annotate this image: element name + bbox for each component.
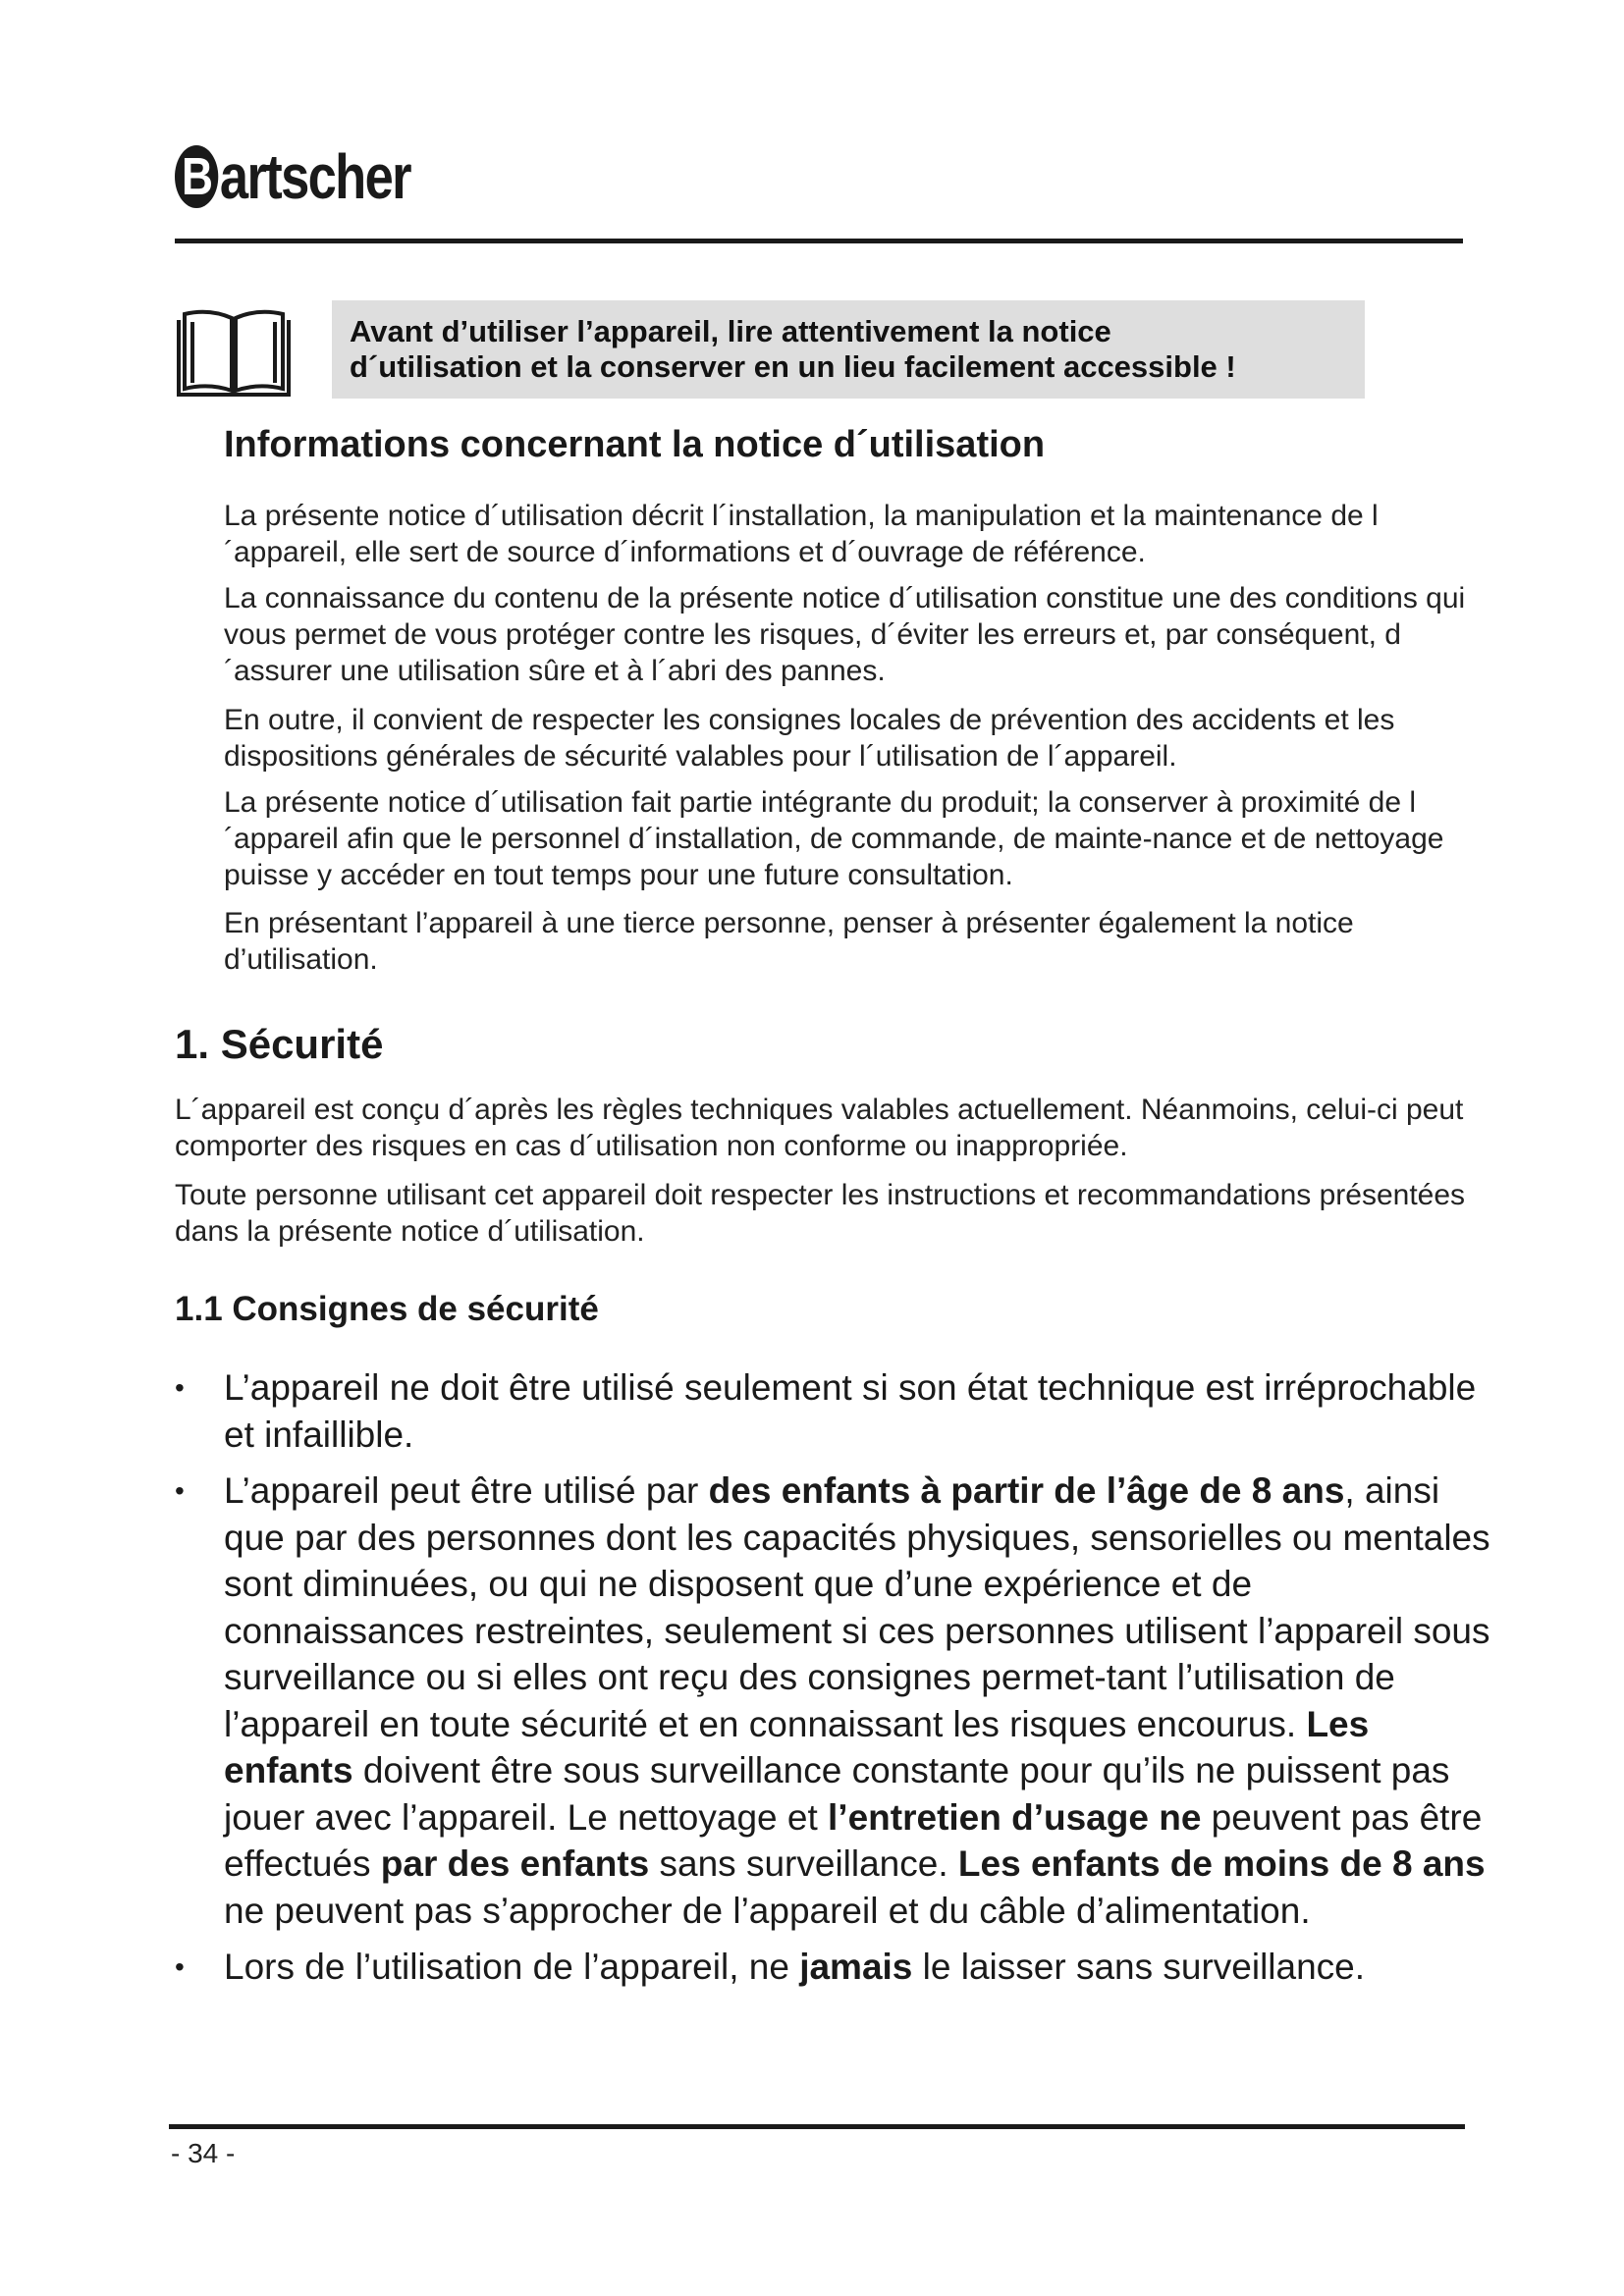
bullet-text: ne peuvent pas s’approcher de l’appareil et du câble d’alimentation. <box>224 1890 1311 1931</box>
info-heading: Informations concernant la notice d´utilisation <box>224 424 1046 465</box>
security-heading: 1. Sécurité <box>175 1021 384 1067</box>
logo-mark: B <box>175 145 218 208</box>
info-paragraph: La présente notice d´utilisation décrit l´installation, la manipulation et la maintenance de l´appareil, elle sert de source d´informations et d´ouvrage de référence. <box>224 500 1379 568</box>
safety-instructions-heading: 1.1 Consignes de sécurité <box>175 1290 599 1328</box>
page-number: - 34 - <box>171 2138 236 2168</box>
notice-line-1: Avant d’utiliser l’appareil, lire attentivement la notice <box>350 314 1111 348</box>
list-item <box>175 1944 1490 1991</box>
bullet-icon: • <box>175 1951 185 1982</box>
header-rule <box>175 239 1463 243</box>
bullet-text-bold: Les enfants <box>224 1703 1370 1790</box>
list-item <box>175 1468 1490 1934</box>
footer-rule <box>169 2124 1465 2129</box>
security-paragraph: Toute personne utilisant cet appareil doit respecter les instructions et recommandations présentées dans la présente notice d´utilisation. <box>175 1179 1466 1248</box>
bullet-text: sans surveillance. <box>649 1843 958 1884</box>
bullet-text: doivent être sous surveillance constante pour qu’ils ne puissent pas jouer avec l’appareil. Le nettoyage et <box>224 1750 1450 1838</box>
logo-text: artscher <box>219 141 410 212</box>
notice-line-2: d´utilisation et la conserver en un lieu facilement accessible ! <box>350 349 1236 384</box>
info-paragraph: En présentant l’appareil à une tierce personne, penser à présenter également la notice d’utilisation. <box>224 907 1354 976</box>
bullet-text: peuvent pas être effectués <box>224 1796 1483 1884</box>
notice-box <box>332 300 1365 399</box>
bullet-text-bold: des enfants à partir de l’âge de 8 ans <box>708 1470 1345 1511</box>
bullet-text-bold: par des enfants <box>380 1843 650 1884</box>
bullet-text: le laisser sans surveillance. <box>912 1947 1366 1987</box>
brand-logo <box>175 141 410 212</box>
bullet-text: L’appareil peut être utilisé par <box>224 1470 709 1511</box>
bullet-icon: • <box>175 1372 185 1403</box>
open-book-icon <box>175 304 293 399</box>
safety-bullet-list <box>175 1364 1490 1991</box>
info-paragraph: La connaissance du contenu de la présente notice d´utilisation constitue une des conditions qui vous permet de vous protéger contre les risques, d´éviter les erreurs et, par conséquent, d´assurer une utilisation sûre et à l´abri des pannes. <box>224 582 1466 687</box>
bullet-icon: • <box>175 1475 185 1506</box>
bullet-text-bold: jamais <box>799 1947 913 1987</box>
list-item <box>175 1364 1490 1458</box>
bullet-text: Lors de l’utilisation de l’appareil, ne <box>224 1947 800 1987</box>
security-paragraph: L´appareil est conçu d´après les règles techniques valables actuellement. Néanmoins, celui-ci peut comporter des risques en cas d´utilisation non conforme ou inappropriée. <box>175 1094 1464 1162</box>
bullet-text: L’appareil ne doit être utilisé seulement si son état technique est irréprochable et infaillible. <box>224 1367 1477 1455</box>
bullet-text: , ainsi que par des personnes dont les capacités physiques, sensorielles ou mentales sont diminuées, ou qui ne disposent que d’une expérience et de connaissances restreintes, seulement si ces personnes utilisent l’appareil sous surveillance ou si elles ont reçu des consignes permet-tant l’utilisation de l’appareil en toute sécurité et en connaissant les risques encourus. <box>224 1470 1490 1744</box>
bullet-text-bold: l’entretien d’usage ne <box>828 1796 1202 1838</box>
info-paragraph: En outre, il convient de respecter les consignes locales de prévention des accidents et les dispositions générales de sécurité valables pour l´utilisation de l´appareil. <box>224 704 1395 773</box>
bullet-text-bold: Les enfants de moins de 8 ans <box>957 1843 1486 1884</box>
info-paragraph: La présente notice d´utilisation fait partie intégrante du produit; la conserver à proximité de l´appareil afin que le personnel d´installation, de commande, de mainte-nance et de nettoyage puisse y accéder en tout temps pour une future consultation. <box>224 786 1444 891</box>
